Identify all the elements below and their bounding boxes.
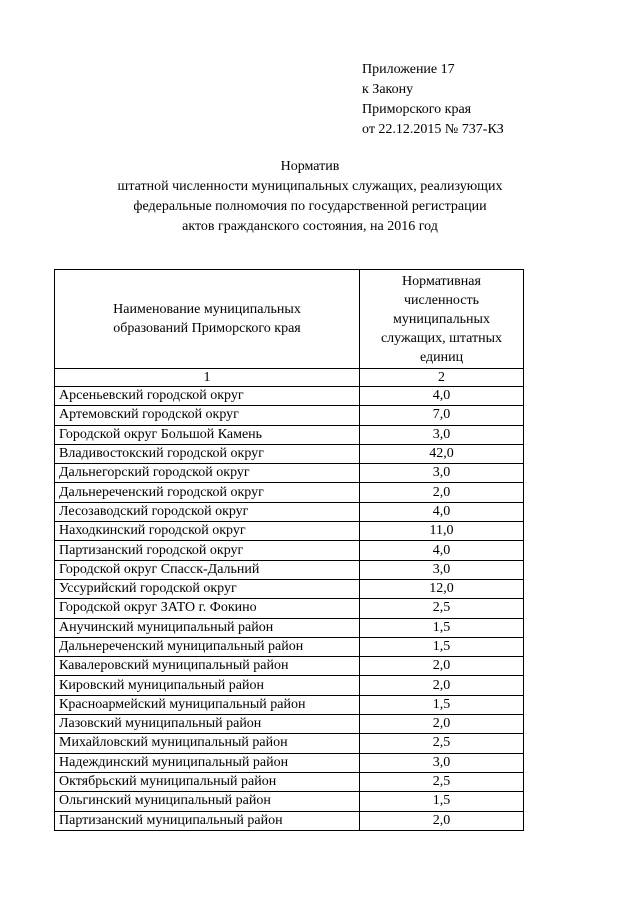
appendix-line-2: к Закону — [362, 82, 414, 97]
title-line-3: федеральные полномочия по государственной регистрации — [133, 199, 487, 214]
municipality-name-cell: Октябрьский муниципальный район — [55, 772, 360, 791]
municipality-name-cell: Городской округ ЗАТО г. Фокино — [55, 599, 360, 618]
norm-value-cell: 1,5 — [360, 637, 524, 656]
norm-value-cell: 42,0 — [360, 444, 524, 463]
header-value-line-5: единиц — [419, 349, 464, 365]
municipality-name-cell: Находкинский городской округ — [55, 522, 360, 541]
header-value-line-4: служащих, штатных — [380, 330, 503, 346]
table-row — [55, 522, 524, 541]
norm-value-cell: 4,0 — [360, 541, 524, 560]
municipality-name-cell: Дальнегорский городской округ — [55, 464, 360, 483]
norm-value-cell: 3,0 — [360, 425, 524, 444]
table-row — [55, 715, 524, 734]
header-value-line-3: муниципальных — [393, 311, 490, 327]
table-row — [55, 811, 524, 830]
municipality-name-cell: Кировский муниципальный район — [55, 676, 360, 695]
header-name-line-2: образований Приморского края — [113, 321, 301, 336]
table-header-row — [55, 270, 524, 369]
header-value-cell — [360, 270, 524, 369]
table-row — [55, 657, 524, 676]
norm-value-cell: 2,0 — [360, 657, 524, 676]
column-number-row — [55, 369, 524, 387]
norm-table — [54, 269, 524, 831]
header-value-line-2: численность — [404, 292, 479, 308]
municipality-name-cell: Ольгинский муниципальный район — [55, 792, 360, 811]
table-row — [55, 464, 524, 483]
municipality-name-cell: Анучинский муниципальный район — [55, 618, 360, 637]
title-line-1: Норматив — [280, 159, 340, 174]
table-row — [55, 753, 524, 772]
norm-value-cell: 2,5 — [360, 772, 524, 791]
norm-value-cell: 1,5 — [360, 695, 524, 714]
municipality-name-cell: Лесозаводский городской округ — [55, 502, 360, 521]
municipality-name-cell: Дальнереченский городской округ — [55, 483, 360, 502]
column-number-1: 1 — [55, 369, 360, 387]
norm-value-cell: 3,0 — [360, 560, 524, 579]
municipality-name-cell: Арсеньевский городской округ — [55, 387, 360, 406]
header-name-cell — [55, 270, 360, 369]
municipality-name-cell: Партизанский муниципальный район — [55, 811, 360, 830]
norm-value-cell: 2,0 — [360, 811, 524, 830]
norm-value-cell: 2,0 — [360, 676, 524, 695]
municipality-name-cell: Уссурийский городской округ — [55, 579, 360, 598]
appendix-line-3: Приморского края — [362, 102, 472, 117]
municipality-name-cell: Красноармейский муниципальный район — [55, 695, 360, 714]
header-name-line-1: Наименование муниципальных — [113, 302, 301, 317]
appendix-line-4: от 22.12.2015 № 737-КЗ — [362, 122, 504, 137]
table-row — [55, 637, 524, 656]
norm-value-cell: 3,0 — [360, 753, 524, 772]
municipality-name-cell: Кавалеровский муниципальный район — [55, 657, 360, 676]
table-row — [55, 406, 524, 425]
document-title — [40, 157, 580, 237]
municipality-name-cell: Партизанский городской округ — [55, 541, 360, 560]
column-number-2: 2 — [360, 369, 524, 387]
norm-value-cell: 1,5 — [360, 792, 524, 811]
municipality-name-cell: Дальнереченский муниципальный район — [55, 637, 360, 656]
norm-value-cell: 4,0 — [360, 387, 524, 406]
norm-value-cell: 7,0 — [360, 406, 524, 425]
title-line-4: актов гражданского состояния, на 2016 год — [182, 219, 438, 234]
table-row — [55, 483, 524, 502]
municipality-name-cell: Артемовский городской округ — [55, 406, 360, 425]
municipality-name-cell: Лазовский муниципальный район — [55, 715, 360, 734]
table-body — [55, 387, 524, 831]
table-row — [55, 599, 524, 618]
norm-value-cell: 2,5 — [360, 599, 524, 618]
norm-value-cell: 2,0 — [360, 715, 524, 734]
norm-value-cell: 3,0 — [360, 464, 524, 483]
norm-value-cell: 2,5 — [360, 734, 524, 753]
table-row — [55, 579, 524, 598]
table-row — [55, 560, 524, 579]
norm-value-cell: 12,0 — [360, 579, 524, 598]
appendix-header — [362, 60, 504, 140]
table-row — [55, 502, 524, 521]
municipality-name-cell: Владивостокский городской округ — [55, 444, 360, 463]
municipality-name-cell: Михайловский муниципальный район — [55, 734, 360, 753]
norm-value-cell: 2,0 — [360, 483, 524, 502]
municipality-name-cell: Городской округ Большой Камень — [55, 425, 360, 444]
table-row — [55, 387, 524, 406]
table-row — [55, 541, 524, 560]
municipality-name-cell: Надеждинский муниципальный район — [55, 753, 360, 772]
norm-value-cell: 11,0 — [360, 522, 524, 541]
table-row — [55, 792, 524, 811]
norm-value-cell: 1,5 — [360, 618, 524, 637]
table-row — [55, 618, 524, 637]
table-row — [55, 772, 524, 791]
header-value-line-1: Нормативная — [402, 273, 481, 289]
title-line-2: штатной численности муниципальных служащих, реализующих — [117, 179, 503, 194]
municipality-name-cell: Городской округ Спасск-Дальний — [55, 560, 360, 579]
table-row — [55, 425, 524, 444]
table-row — [55, 444, 524, 463]
appendix-line-1: Приложение 17 — [362, 62, 455, 77]
table-row — [55, 676, 524, 695]
table-row — [55, 734, 524, 753]
norm-value-cell: 4,0 — [360, 502, 524, 521]
table-row — [55, 695, 524, 714]
